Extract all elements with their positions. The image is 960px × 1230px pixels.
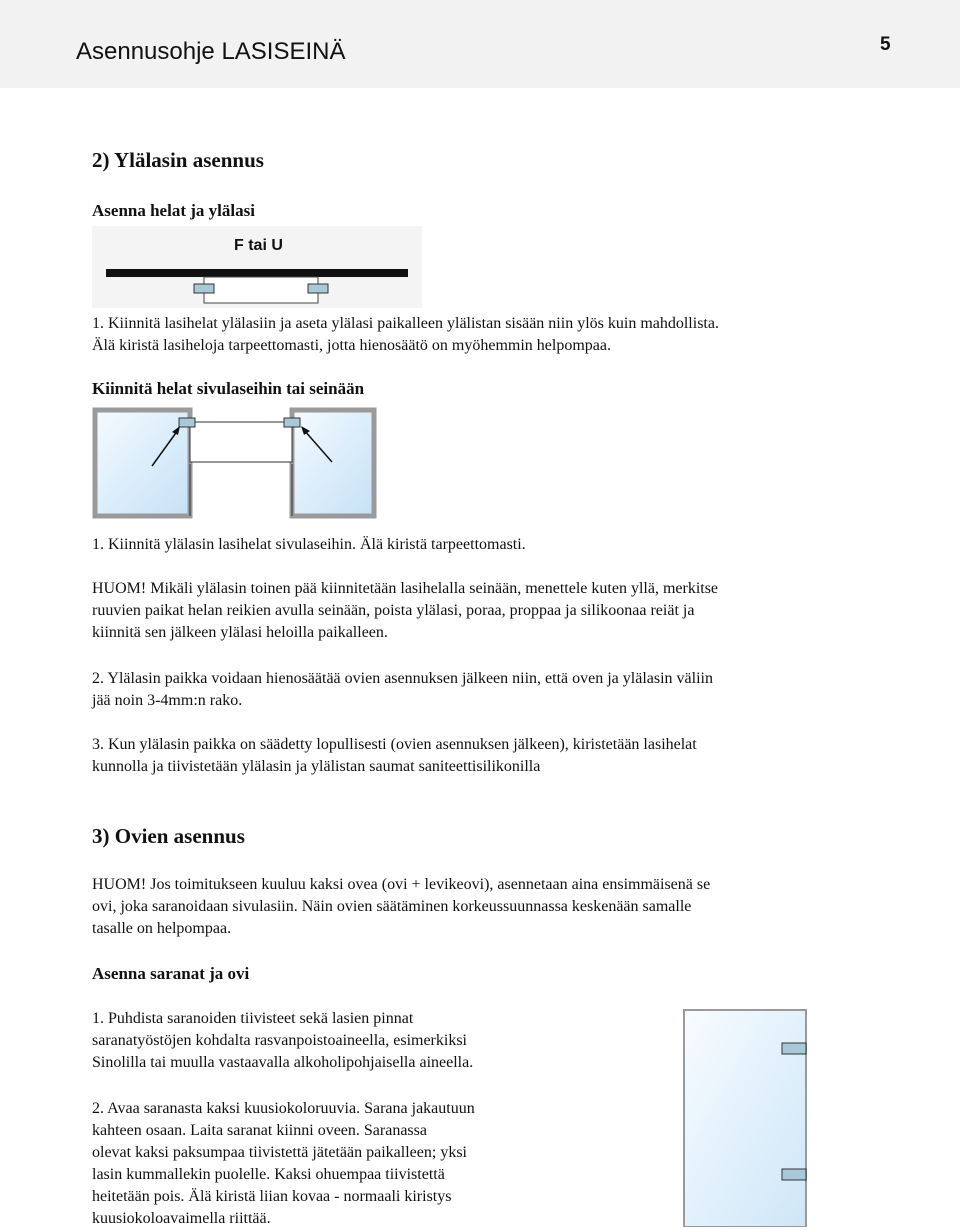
side-glass-right xyxy=(292,410,374,516)
step-line: Sinolilla tai muulla vastaavalla alkoholipohjaisella aineella. xyxy=(92,1054,474,1071)
glass-fitting-right xyxy=(308,284,328,293)
note-line: tasalle on helpompaa. xyxy=(92,920,232,937)
page-header xyxy=(0,0,960,88)
step-line: jää noin 3-4mm:n rako. xyxy=(92,692,243,709)
paragraph-line: 1. Kiinnitä ylälasin lasihelat sivulaseihin. Älä kiristä tarpeettomasti. xyxy=(92,536,526,553)
note-line: ruuvien paikat helan reikien avulla seinään, poista ylälasi, poraa, proppaa ja silikoonaa reiät ja xyxy=(92,602,695,619)
glass-fitting-left xyxy=(179,418,195,427)
step-line: 2. Ylälasin paikka voidaan hienosäätää ovien asennuksen jälkeen niin, että oven ja ylälasin väliin xyxy=(92,670,713,687)
step-line: kahteen osaan. Laita saranat kiinni oveen. Saranassa xyxy=(92,1122,427,1139)
top-rail xyxy=(106,269,408,277)
step-line: kuusiokoloavaimella riittää. xyxy=(92,1210,271,1227)
glass-fitting-left xyxy=(194,284,214,293)
step-line: 3. Kun ylälasin paikka on säädetty lopullisesti (ovien asennuksen jälkeen), kiristetään lasihelat xyxy=(92,736,697,753)
hinge-top xyxy=(782,1043,806,1054)
step-line: kunnolla ja tiivistetään ylälasin ja ylälistan saumat saniteettisilikonilla xyxy=(92,758,541,775)
side-glass-left xyxy=(95,410,190,516)
glass-fitting-right xyxy=(284,418,300,427)
subheading-install-fittings: Asenna helat ja ylälasi xyxy=(92,201,255,220)
door-hinge-figure xyxy=(672,1002,818,1227)
top-rail-figure xyxy=(92,226,422,308)
side-glass-figure xyxy=(92,404,382,522)
document-title: Asennusohje LASISEINÄ xyxy=(76,38,346,65)
note-line: ovi, joka saranoidaan sivulasiin. Näin ovien säätäminen korkeussuunnassa keskenään samalle xyxy=(92,898,692,915)
subheading-attach-fittings: Kiinnitä helat sivulaseihin tai seinään xyxy=(92,379,365,398)
step-line: lasin kummallekin puolelle. Kaksi ohuempaa tiivistettä xyxy=(92,1166,445,1183)
page-number: 5 xyxy=(880,34,891,55)
subheading-install-hinges: Asenna saranat ja ovi xyxy=(92,964,250,983)
note-line: HUOM! Mikäli ylälasin toinen pää kiinnitetään lasihelalla seinään, menettele kuten yllä, merkitse xyxy=(92,580,719,597)
note-line: HUOM! Jos toimitukseen kuuluu kaksi ovea (ovi + levikeovi), asennetaan aina ensimmäisenä se xyxy=(92,876,711,893)
hinge-bottom xyxy=(782,1169,806,1180)
step-line: heitetään pois. Älä kiristä liian kovaa - normaali kiristys xyxy=(92,1188,452,1205)
section-3-heading: 3) Ovien asennus xyxy=(92,824,245,848)
figure-label: F tai U xyxy=(234,237,283,254)
step-line: saranatyöstöjen kohdalta rasvanpoistoaineella, esimerkiksi xyxy=(92,1032,467,1049)
paragraph-line: 1. Kiinnitä lasihelat ylälasiin ja aseta ylälasi paikalleen ylälistan sisään niin ylös kuin mahdollista. xyxy=(92,315,719,332)
step-line: olevat kaksi paksumpaa tiivistettä jätetään paikalleen; yksi xyxy=(92,1144,467,1161)
note-line: kiinnitä sen jälkeen ylälasi heloilla paikalleen. xyxy=(92,624,388,641)
upper-glass xyxy=(190,422,292,462)
step-line: 2. Avaa saranasta kaksi kuusiokoloruuvia. Sarana jakautuun xyxy=(92,1100,475,1117)
upper-glass xyxy=(204,277,318,303)
section-2-heading: 2) Ylälasin asennus xyxy=(92,148,264,172)
step-line: 1. Puhdista saranoiden tiivisteet sekä lasien pinnat xyxy=(92,1010,414,1027)
paragraph-line: Älä kiristä lasiheloja tarpeettomasti, jotta hienosäätö on myöhemmin helpompaa. xyxy=(92,337,611,354)
